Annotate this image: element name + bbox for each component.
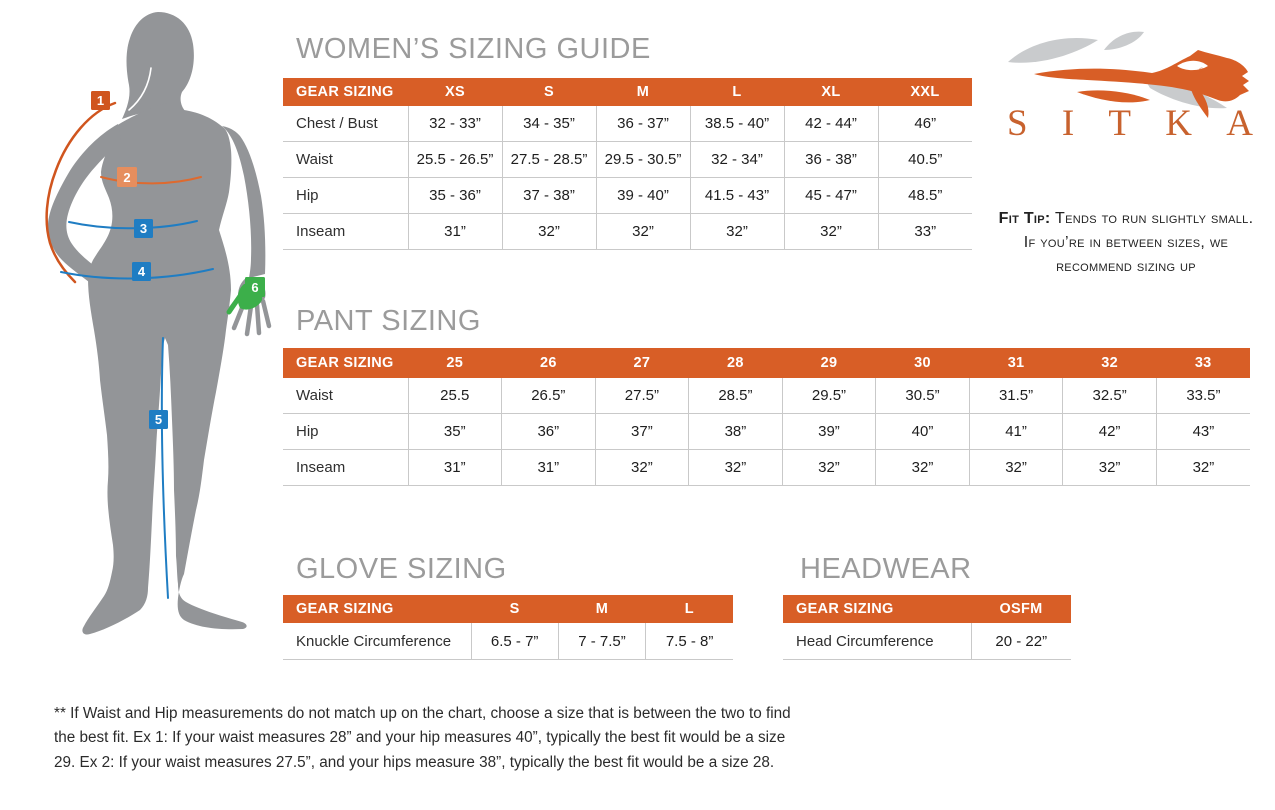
table-header-row — [283, 348, 1250, 378]
svg-text:1: 1 — [96, 93, 105, 108]
size-column-header: L — [690, 78, 784, 106]
headwear-sizing-table — [783, 595, 1071, 660]
marker-6-glove — [245, 277, 265, 297]
size-column-header: M — [596, 78, 690, 106]
glove-sizing-table — [283, 595, 733, 660]
row-label: Hip — [283, 178, 408, 214]
size-value-cell: 32 - 34” — [690, 142, 784, 178]
size-value-cell: 30.5” — [876, 378, 970, 414]
size-value-cell: 6.5 - 7” — [471, 623, 558, 660]
table-header-row — [283, 595, 733, 623]
fit-tip-label: Fit Tip: — [998, 210, 1051, 227]
size-value-cell: 7 - 7.5” — [558, 623, 645, 660]
size-value-cell: 32” — [689, 450, 783, 486]
row-label: Waist — [283, 378, 408, 414]
size-value-cell: 25.5 - 26.5” — [408, 142, 502, 178]
marker-1-sleeve — [91, 91, 110, 110]
size-value-cell: 31.5” — [969, 378, 1063, 414]
size-value-cell: 32” — [596, 214, 690, 250]
size-value-cell: 28.5” — [689, 378, 783, 414]
registered-mark: ® — [1199, 68, 1205, 75]
fit-tip-text: Tends to run slightly small. If you’re in between sizes, we recommend sizing up — [1023, 210, 1254, 275]
table-row — [283, 106, 972, 142]
size-value-cell: 31” — [408, 450, 502, 486]
size-value-cell: 42” — [1063, 414, 1157, 450]
size-value-cell: 39” — [782, 414, 876, 450]
size-value-cell: 41.5 - 43” — [690, 178, 784, 214]
inseam-measure-line — [162, 338, 168, 598]
svg-text:2: 2 — [123, 170, 131, 185]
size-value-cell: 31” — [502, 450, 596, 486]
size-column-header: OSFM — [971, 595, 1071, 623]
size-column-header: XS — [408, 78, 502, 106]
size-value-cell: 40” — [876, 414, 970, 450]
table-header-row — [283, 78, 972, 106]
table-row — [783, 623, 1071, 660]
size-value-cell: 32” — [784, 214, 878, 250]
size-value-cell: 48.5” — [878, 178, 972, 214]
size-value-cell: 32” — [782, 450, 876, 486]
size-value-cell: 32 - 33” — [408, 106, 502, 142]
row-label: Knuckle Circumference — [283, 623, 471, 660]
table-header-row — [783, 595, 1071, 623]
size-value-cell: 31” — [408, 214, 502, 250]
row-label: Chest / Bust — [283, 106, 408, 142]
svg-text:4: 4 — [137, 264, 146, 279]
size-column-header: 31 — [969, 348, 1063, 378]
table-row — [283, 178, 972, 214]
size-column-header: 30 — [876, 348, 970, 378]
size-value-cell: 35 - 36” — [408, 178, 502, 214]
marker-3-waist — [134, 219, 153, 238]
women-section-title: WOMEN’S SIZING GUIDE — [296, 33, 651, 65]
sitka-logo — [1002, 28, 1258, 148]
svg-text:5: 5 — [154, 412, 163, 427]
size-value-cell: 29.5 - 30.5” — [596, 142, 690, 178]
svg-text:6: 6 — [251, 280, 259, 295]
size-value-cell: 33” — [878, 214, 972, 250]
glove-thumb-highlight — [229, 296, 240, 312]
size-column-header: 27 — [595, 348, 689, 378]
pant-section-title: PANT SIZING — [296, 305, 481, 337]
size-value-cell: 37 - 38” — [502, 178, 596, 214]
size-column-header: 25 — [408, 348, 502, 378]
table-row — [283, 414, 1250, 450]
size-column-header: 26 — [502, 348, 596, 378]
size-value-cell: 42 - 44” — [784, 106, 878, 142]
silhouette-head — [122, 12, 194, 119]
size-value-cell: 38.5 - 40” — [690, 106, 784, 142]
size-value-cell: 36” — [502, 414, 596, 450]
size-value-cell: 32” — [595, 450, 689, 486]
sitka-wordmark: SITKA — [1007, 103, 1253, 144]
headwear-section-title: HEADWEAR — [800, 553, 972, 585]
size-column-header: 33 — [1156, 348, 1250, 378]
size-value-cell: 33.5” — [1156, 378, 1250, 414]
gear-sizing-header-cell: GEAR SIZING — [283, 348, 408, 378]
woman-silhouette-figure — [0, 0, 300, 660]
gear-sizing-header-cell: GEAR SIZING — [283, 78, 408, 106]
size-value-cell: 37” — [595, 414, 689, 450]
size-column-header: XL — [784, 78, 878, 106]
size-value-cell: 43” — [1156, 414, 1250, 450]
size-value-cell: 41” — [969, 414, 1063, 450]
row-label: Inseam — [283, 450, 408, 486]
size-value-cell: 32” — [876, 450, 970, 486]
size-value-cell: 32” — [502, 214, 596, 250]
marker-5-inseam — [149, 410, 168, 429]
svg-text:3: 3 — [139, 221, 148, 236]
gear-sizing-header-cell: GEAR SIZING — [283, 595, 471, 623]
table-row — [283, 623, 733, 660]
size-value-cell: 27.5 - 28.5” — [502, 142, 596, 178]
size-column-header: 32 — [1063, 348, 1157, 378]
size-value-cell: 32” — [1063, 450, 1157, 486]
row-label: Inseam — [283, 214, 408, 250]
size-value-cell: 34 - 35” — [502, 106, 596, 142]
size-column-header: 28 — [689, 348, 783, 378]
size-column-header: 29 — [782, 348, 876, 378]
size-value-cell: 7.5 - 8” — [646, 623, 733, 660]
size-column-header: L — [646, 595, 733, 623]
footnote: ** If Waist and Hip measurements do not match up on the chart, choose a size that is between the two to find the best fit. Ex 1: If your waist measures 28” and your hip measures 40”, typically the best fit would be a size 29. Ex 2: If your waist measures 27.5”, and your hips measure 38”, typically the best fit would be a size 28. — [54, 705, 791, 771]
marker-2-chest — [117, 167, 137, 187]
size-value-cell: 32” — [1156, 450, 1250, 486]
size-value-cell: 26.5” — [502, 378, 596, 414]
row-label: Hip — [283, 414, 408, 450]
glove-section-title: GLOVE SIZING — [296, 553, 507, 585]
size-value-cell: 32” — [969, 450, 1063, 486]
fit-tip — [993, 207, 1259, 279]
size-value-cell: 25.5 — [408, 378, 502, 414]
size-value-cell: 29.5” — [782, 378, 876, 414]
size-value-cell: 46” — [878, 106, 972, 142]
size-value-cell: 32” — [690, 214, 784, 250]
table-row — [283, 142, 972, 178]
size-column-header: M — [558, 595, 645, 623]
size-value-cell: 40.5” — [878, 142, 972, 178]
size-value-cell: 35” — [408, 414, 502, 450]
size-value-cell: 45 - 47” — [784, 178, 878, 214]
row-label: Head Circumference — [783, 623, 971, 660]
size-value-cell: 39 - 40” — [596, 178, 690, 214]
table-row — [283, 214, 972, 250]
size-column-header: S — [471, 595, 558, 623]
size-value-cell: 27.5” — [595, 378, 689, 414]
marker-4-hip — [132, 262, 151, 281]
size-value-cell: 36 - 37” — [596, 106, 690, 142]
size-column-header: XXL — [878, 78, 972, 106]
women-sizing-table — [283, 78, 972, 250]
table-row — [283, 378, 1250, 414]
size-value-cell: 36 - 38” — [784, 142, 878, 178]
size-value-cell: 32.5” — [1063, 378, 1157, 414]
pant-sizing-table — [283, 348, 1250, 486]
row-label: Waist — [283, 142, 408, 178]
size-value-cell: 38” — [689, 414, 783, 450]
size-value-cell: 20 - 22” — [971, 623, 1071, 660]
table-row — [283, 450, 1250, 486]
gear-sizing-header-cell: GEAR SIZING — [783, 595, 971, 623]
size-column-header: S — [502, 78, 596, 106]
